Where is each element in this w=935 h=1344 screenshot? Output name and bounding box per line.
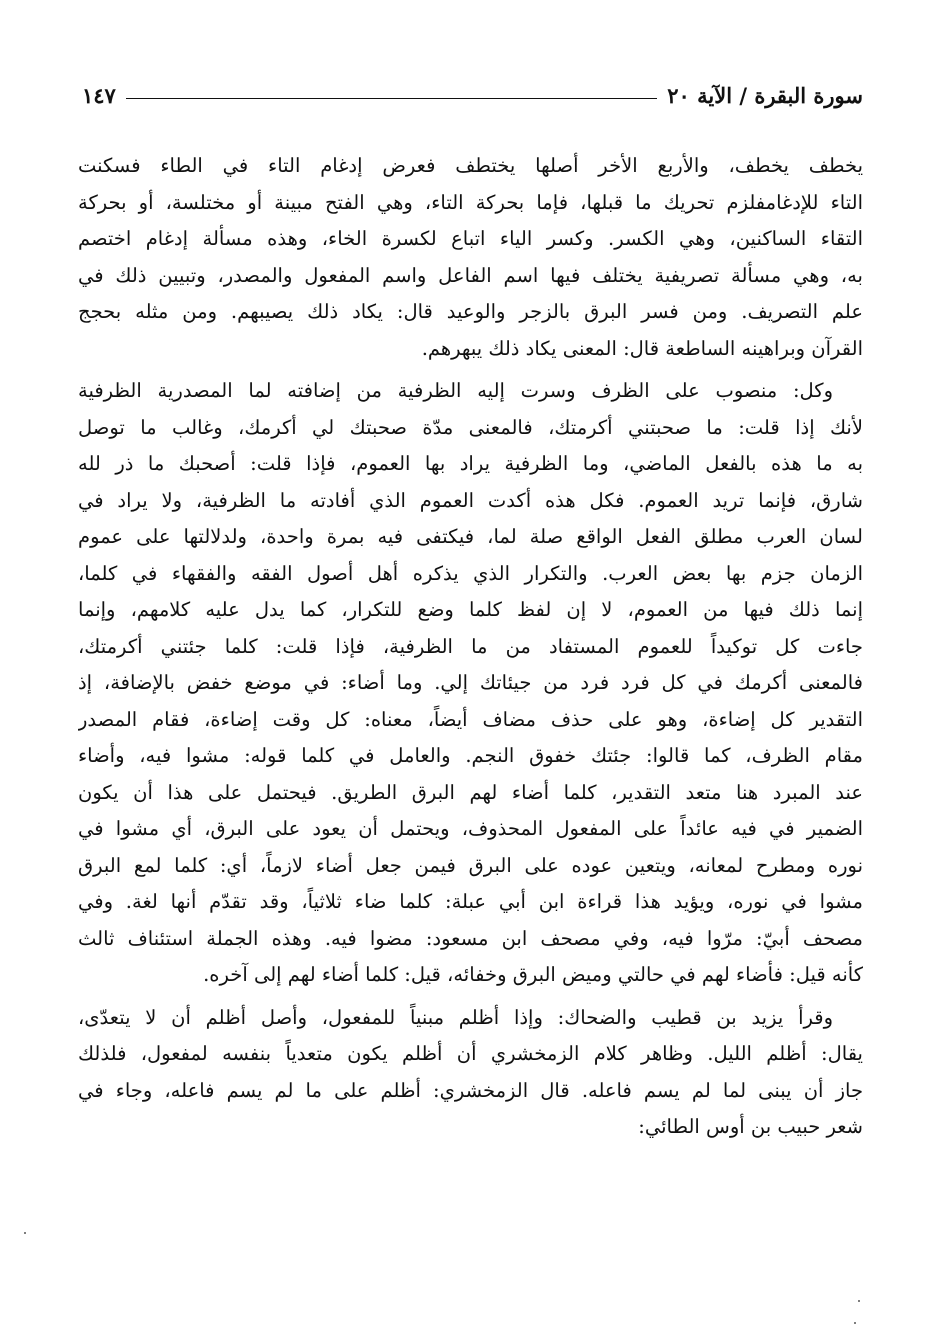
text-line: الزمان جزم بها بعض العرب. والتكرار الذي يذكره أهل أصول الفقه والفقهاء في كلما، bbox=[78, 561, 863, 585]
text-line: مشوا في نوره، ويؤيد هذا قراءة ابن أبي عبلة: كلما ضاء ثلاثياً، وقد تقدّم أنها لغة. وفي bbox=[78, 890, 863, 913]
text-line: يخطف يخطف، والأربع الأخر أصلها يختطف فعرض إدغام التاء في الطاء فسكنت bbox=[78, 154, 863, 177]
text-line: شعر حبيب بن أوس الطائي: bbox=[638, 1115, 863, 1138]
text-line: جاءت كل توكيداً للعموم المستفاد من ما الظرفية، فإذا قلت: كلما جئتني أكرمتك، bbox=[78, 634, 863, 658]
text-line: شارق، فإنما تريد العموم. فكل هذه أكدت العموم الذي أفادته ما الظرفية، ولا يراد في bbox=[78, 488, 863, 512]
text-line: جاز أن يبنى لما لم يسم فاعله. قال الزمخشري: أظلم على ما لم يسم فاعله، وجاء في bbox=[78, 1078, 863, 1102]
text-line: القرآن وبراهينه الساطعة قال: المعنى يكاد ذلك يبهرهم. bbox=[421, 336, 863, 360]
header-rule bbox=[126, 98, 657, 99]
text-line: وكل: منصوب على الظرف وسرت إليه الظرفية من إضافته لما المصدرية الظرفية bbox=[78, 379, 833, 402]
paragraph-1 bbox=[78, 148, 863, 367]
text-line: التاء للإدغامفلزم تحريك ما قبلها، فإما بحركة التاء، وهي الفتح مبينة أو مختلسة، أو بحركة bbox=[78, 190, 863, 214]
text-line: إنما ذلك فيها من العموم، لا إن لفظ كلما وضع للتكرار، كما يدل عليه كلامهم، وإنما bbox=[78, 598, 863, 621]
text-line: عند المبرد هنا متعد التقدير، كلما أضاء لهم البرق الطريق. فيحتمل على هذا أن يكون bbox=[78, 780, 863, 804]
text-line: مصحف أبيّ: مرّوا فيه، وفي مصحف ابن مسعود: مضوا فيه. وهذه الجملة استئناف ثالث bbox=[78, 926, 863, 950]
scan-speck bbox=[24, 1232, 26, 1234]
text-line: الضمير في فيه عائداً على المفعول المحذوف، ويحتمل أن يعود على البرق، أي مشوا في bbox=[78, 817, 863, 840]
scan-speck bbox=[858, 1300, 860, 1302]
header-title: سورة البقرة / الآية ٢٠ bbox=[667, 82, 863, 108]
text-line: مقام الظرف، كما قالوا: جئتك خفوق النجم. والعامل في كلما قوله: مشوا فيه، وأضاء bbox=[78, 744, 863, 767]
text-line: علم التصريف. ومن فسر البرق بالزجر والوعيد قال: يكاد ذلك يصيبهم. ومن مثله بحجج bbox=[78, 300, 863, 323]
text-line: به ما هذه بالفعل الماضي، وما الظرفية يراد بها العموم، فإذا قلت: أصحبك ما ذر لله bbox=[78, 452, 863, 475]
text-line: التقاء الساكنين، وهي الكسر. وكسر الياء اتباع لكسرة الخاء، وهذه مسألة إدغام اختصم bbox=[78, 227, 863, 250]
text-line: به، وهي مسألة تصريفية يختلف فيها اسم الفاعل واسم المفعول والمصدر، وتبيين ذلك في bbox=[78, 263, 863, 287]
text-line: يقال: أظلم الليل. وظاهر كلام الزمخشري أن أظلم يكون متعدياً بنفسه لمفعول، فلذلك bbox=[78, 1042, 863, 1065]
page-number: ١٤٧ bbox=[82, 82, 116, 108]
text-line: التقدير كل إضاءة، وهو على حذف مضاف أيضاً، معناه: كل وقت إضاءة، فقام المصدر bbox=[78, 707, 863, 731]
paragraph-2 bbox=[78, 373, 863, 994]
text-line: لسان العرب مطلق الفعل الواقع صلة لما، فيكتفى فيه بمرة واحدة، ولدلالتها على عموم bbox=[78, 525, 863, 548]
paragraph-3 bbox=[78, 1000, 863, 1146]
scan-speck bbox=[854, 1322, 856, 1324]
body-text bbox=[78, 148, 863, 1146]
text-line: لأنك إذا قلت: ما صحبتني أكرمتك، فالمعنى مدّة صحبتك لي أكرمك، وغالب ما توصل bbox=[78, 415, 863, 439]
text-line: فالمعنى أكرمك في كل فرد فرد من جيئاتك إلي. وما أضاء: في موضع خفض بالإضافة، إذ bbox=[78, 671, 863, 694]
text-line: وقرأ يزيد بن قطيب والضحاك: وإذا أظلم مبنياً للمفعول، وأصل أظلم أن لا يتعدّى، bbox=[78, 1005, 833, 1029]
running-header bbox=[82, 78, 863, 112]
text-line: كأنه قيل: فأضاء لهم في حالتي وميض البرق وخفائه، قيل: كلما أضاء لهم إلى آخره. bbox=[203, 963, 863, 986]
text-line: نوره ومطرح لمعانه، ويتعين عوده على البرق فيمن جعل أضاء لازماً، أي: كلما لمع البرق bbox=[78, 853, 863, 877]
